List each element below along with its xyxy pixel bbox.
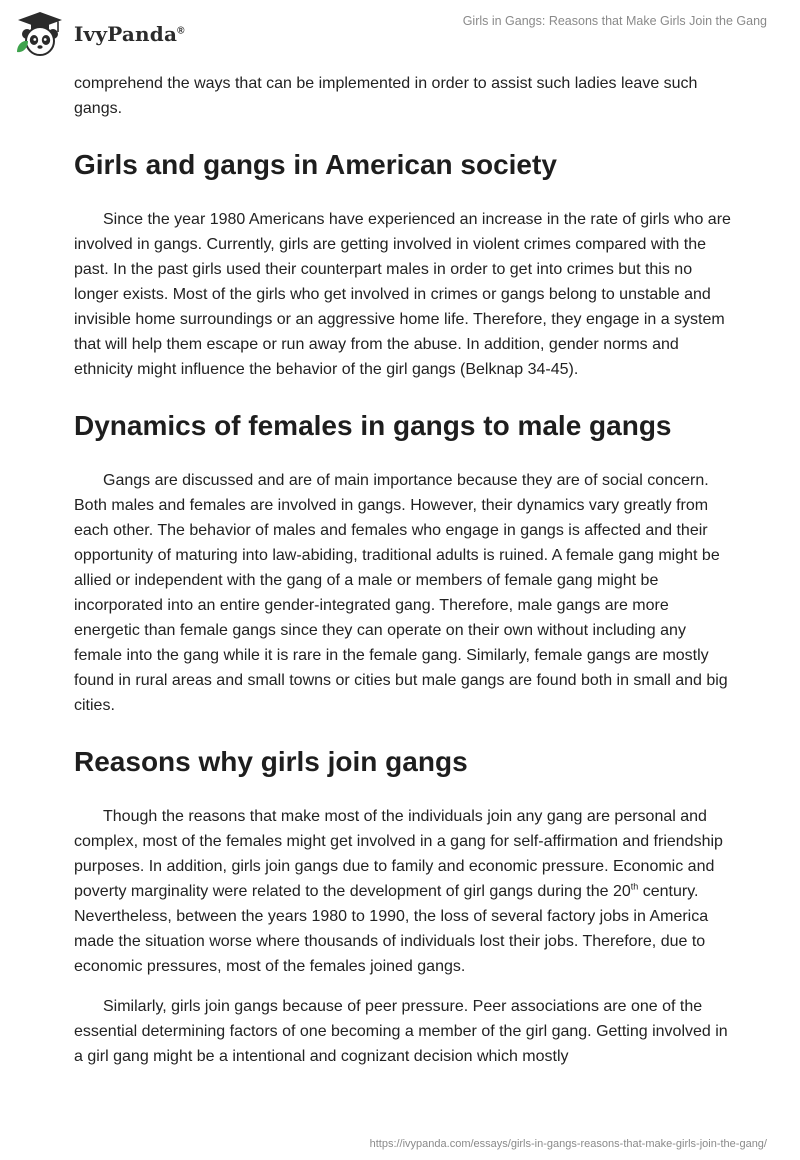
section-paragraph: Though the reasons that make most of the individuals join any gang are personal and complex, most of the females might get involved in a gang for self-affirmation and friendship purposes. In addition, girls join gangs due to family and economic pressure. Economic and poverty marginality were related to the development of girl gangs during the 20th century. Nevertheless, between the years 1980 to 1990, the loss of several factory jobs in America made the situation worse where thousands of individuals lost their jobs. Therefore, due to economic pressures, most of the females joined gangs. (74, 808, 723, 975)
essay-content (74, 71, 734, 1069)
source-url[interactable]: https://ivypanda.com/essays/girls-in-gangs-reasons-that-make-girls-join-the-gang/ (369, 1138, 767, 1150)
section-paragraph: Similarly, girls join gangs because of peer pressure. Peer associations are one of the essential determining factors of one becoming a member of the girl gang. Getting involved in a girl gang might be a intentional and cognizant decision which mostly (74, 998, 728, 1065)
page-header (0, 0, 800, 70)
section-heading-dynamics: Dynamics of females in gangs to male gangs (74, 410, 672, 441)
panda-graduate-icon (14, 8, 66, 60)
intro-paragraph: comprehend the ways that can be implemented in order to assist such ladies leave such gangs. (74, 75, 698, 117)
ivypanda-logo[interactable] (14, 8, 185, 60)
section-heading-reasons: Reasons why girls join gangs (74, 746, 468, 777)
logo-text: IvyPanda® (74, 22, 185, 46)
section-heading-girls-and-gangs: Girls and gangs in American society (74, 149, 557, 180)
section-paragraph: Gangs are discussed and are of main importance because they are of social concern. Both males and females are involved in gangs. However, their dynamics vary greatly from each other. The behavior of males and females who engage in gangs is affected and their opportunity of maturing into law-abiding, traditional adults is ruined. A female gang might be allied or independent with the gang of a male or members of female gang might be incorporated into an entire gender-integrated gang. Therefore, male gangs are more energetic than female gangs since they can operate on their own without including any female into the gang while it is rare in the female gang. Similarly, female gangs are mostly found in rural areas and small towns or cities but male gangs are found both in small and big cities. (74, 472, 728, 714)
section-paragraph: Since the year 1980 Americans have experienced an increase in the rate of girls who are involved in gangs. Currently, girls are getting involved in violent crimes compared with the past. In the past girls used their counterpart males in order to get into crimes but this no longer exists. Most of the girls who get involved in crimes or gangs belong to unstable and invisible home surroundings or an aggressive home life. Therefore, they engage in a system that will help them escape or run away from the abuse. In addition, gender norms and ethnicity might influence the behavior of the girl gangs (Belknap 34-45). (74, 211, 731, 378)
document-title: Girls in Gangs: Reasons that Make Girls Join the Gang (462, 14, 767, 28)
